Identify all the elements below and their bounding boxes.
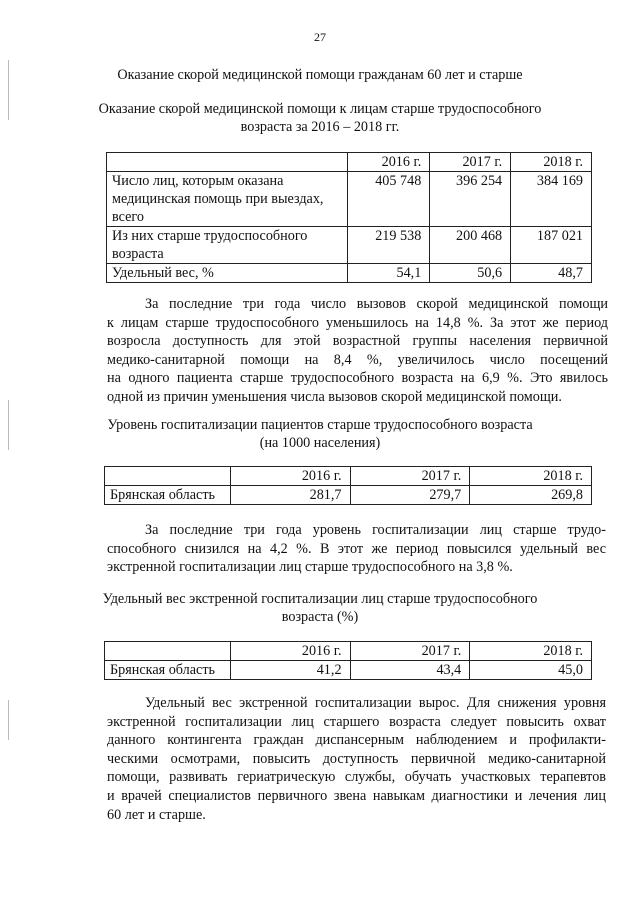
table1-row-label-line: возраста xyxy=(112,246,164,262)
table1-cell: 384 169 xyxy=(511,172,592,227)
table2-col-header: 2018 г. xyxy=(470,467,592,486)
table2-row-label: Брянская область xyxy=(105,486,231,505)
table1-caption-line: Оказание скорой медицинской помощи к лицам старше трудоспособного xyxy=(98,101,542,117)
table1-cell: 48,7 xyxy=(511,264,592,283)
table1-row-label xyxy=(107,227,348,264)
paragraph-1 xyxy=(107,295,608,407)
table1-cell: 405 748 xyxy=(348,172,430,227)
table1-cell: 396 254 xyxy=(430,172,511,227)
table3-cell: 41,2 xyxy=(230,661,350,680)
paragraph-line: экстренной госпитализации лиц старше трудоспособного на 3,8 %. xyxy=(107,559,513,576)
table2-cell: 279,7 xyxy=(350,486,470,505)
table3-cell: 43,4 xyxy=(350,661,470,680)
table1-row-label-line: медицинская помощь при выездах, xyxy=(112,191,324,207)
paragraph-line: 60 лет и старше. xyxy=(107,806,206,823)
table1-cell: 50,6 xyxy=(430,264,511,283)
paragraph-line: к лицам старше трудоспособного уменьшилось на 14,8 %. За этот же период xyxy=(107,314,608,331)
table3-corner-cell xyxy=(105,642,231,661)
table1-cell: 200 468 xyxy=(430,227,511,264)
table1-col-header: 2017 г. xyxy=(430,153,511,172)
paragraph-2 xyxy=(107,521,606,577)
paragraph-line: данного контингента граждан диспансерным наблюдением и профилакти- xyxy=(107,732,606,749)
table1-cell: 219 538 xyxy=(348,227,430,264)
table2-col-header: 2017 г. xyxy=(350,467,470,486)
paragraph-line: одной из причин уменьшения числа вызовов скорой медицинской помощи. xyxy=(107,388,562,405)
table1-row-label-line: Число лиц, которым оказана xyxy=(112,173,284,189)
table1-row-label xyxy=(107,172,348,227)
table2-cell: 269,8 xyxy=(470,486,592,505)
paragraph-line: на одного пациента старше трудоспособного возраста на 6,9 %. Это явилось xyxy=(107,370,608,387)
paragraph-line: и врачей специалистов первичного звена навыкам диагностики и лечения лиц xyxy=(107,787,606,804)
table1 xyxy=(106,152,592,283)
scan-margin-mark xyxy=(8,700,9,740)
table2-caption-line: (на 1000 населения) xyxy=(259,435,381,451)
table3 xyxy=(104,641,592,680)
table1-row-label-line: Из них старше трудоспособного xyxy=(112,228,308,244)
paragraph-line: экстренной госпитализации лиц старшего возраста следует повысить охват xyxy=(107,713,606,730)
table1-caption-line: возраста за 2016 – 2018 гг. xyxy=(240,119,400,135)
table3-caption-line: Удельный вес экстренной госпитализации лиц старше трудоспособного xyxy=(102,591,538,607)
table3-caption-line: возраста (%) xyxy=(281,609,359,625)
section-heading: Оказание скорой медицинской помощи гражданам 60 лет и старше xyxy=(117,67,523,83)
table3-row-label: Брянская область xyxy=(105,661,231,680)
table2-caption-line: Уровень госпитализации пациентов старше трудоспособного возраста xyxy=(107,417,533,433)
table2 xyxy=(104,466,592,505)
paragraph-line: медико-санитарной помощи на 8,4 %, увеличилось число посещений xyxy=(107,351,608,368)
table1-cell: 54,1 xyxy=(348,264,430,283)
table1-col-header: 2018 г. xyxy=(511,153,592,172)
table3-col-header: 2016 г. xyxy=(230,642,350,661)
page-number: 27 xyxy=(314,30,326,44)
table1-row-label xyxy=(107,264,348,283)
paragraph-line: возросла доступность для этой возрастной группы населения первичной xyxy=(107,333,608,350)
paragraph-line: За последние три года уровень госпитализации лиц старше трудо- xyxy=(145,522,606,538)
paragraph-line: ческими осмотрами, повысить доступность первичной медико-санитарной xyxy=(107,750,606,767)
table2-cell: 281,7 xyxy=(230,486,350,505)
paragraph-line: способного снизился на 4,2 %. В этот же период повысился удельный вес xyxy=(107,540,606,557)
table2-corner-cell xyxy=(105,467,231,486)
paragraph-line: За последние три года число вызовов скорой медицинской помощи xyxy=(145,296,608,312)
paragraph-line: Удельный вес экстренной госпитализации вырос. Для снижения уровня xyxy=(145,695,606,711)
table1-corner-cell xyxy=(107,153,348,172)
paragraph-line: помощи, развивать гериатрическую службы, обучать участковых терапевтов xyxy=(107,769,606,786)
table1-row-label-line: Удельный вес, % xyxy=(112,265,214,281)
table2-col-header: 2016 г. xyxy=(230,467,350,486)
table1-col-header: 2016 г. xyxy=(348,153,430,172)
table3-cell: 45,0 xyxy=(470,661,592,680)
table3-col-header: 2018 г. xyxy=(470,642,592,661)
table1-cell: 187 021 xyxy=(511,227,592,264)
paragraph-3 xyxy=(107,694,606,824)
table1-row-label-line: всего xyxy=(112,209,144,225)
table3-col-header: 2017 г. xyxy=(350,642,470,661)
